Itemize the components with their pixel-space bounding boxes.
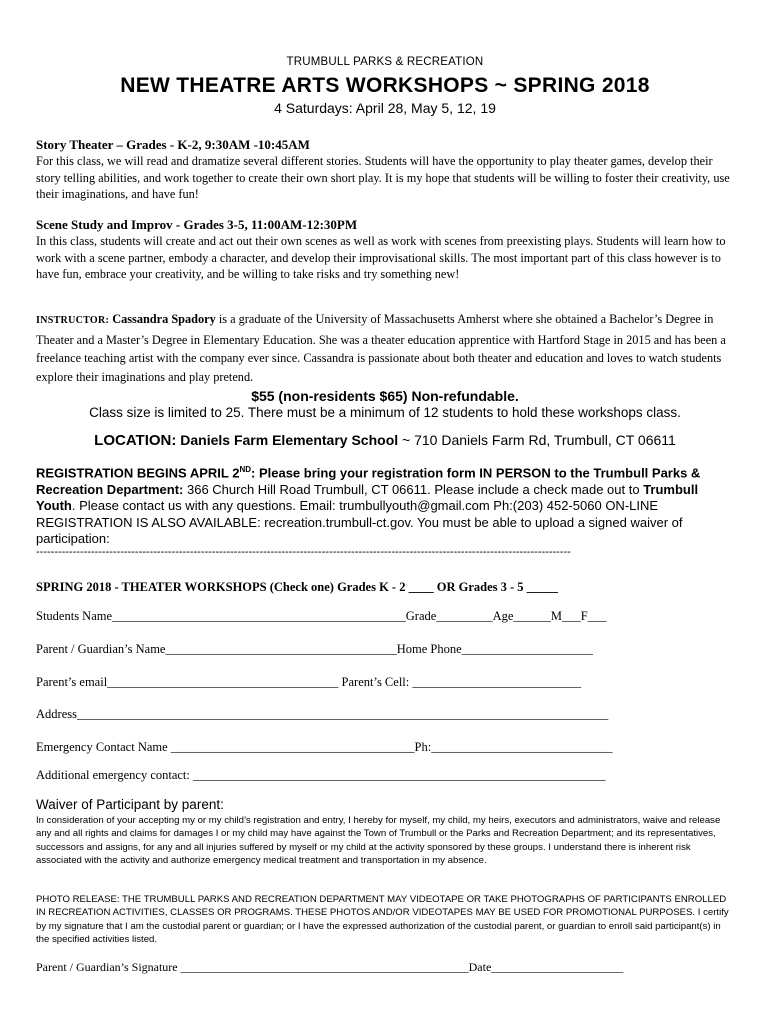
waiver-heading: Waiver of Participant by parent: [36,797,224,812]
registration-begins: REGISTRATION BEGINS APRIL 2 [36,465,240,481]
class-size-note: Class size is limited to 25. There must be a minimum of 12 students to hold these workshops class. [89,405,681,420]
page-title: NEW THEATRE ARTS WORKSHOPS ~ SPRING 2018 [120,74,650,97]
scene-study-description: In this class, students will create and act out their own scenes as well as work with scenes from preexisting plays. Students will learn how to work with a scene partner, embody a character, and develop their improvisational skills. The most important part of this class however is to have fun, embrace your creativity, and be willing to take risks and try something new! [36,234,726,282]
parent-name-field[interactable]: Parent / Guardian’s Name_____________________________________Home Phone_____________________ [36,642,593,656]
instructor-text: is a graduate of the University of Massachusetts Amherst where she obtained a Bachelor’s Degree in Theater and a Master’s Degree in Elementary Education. She was a theater education apprentice with Hartford Stage in 2015 and has been a freelance teaching artist with the company ever since. Cassandra is passionate about both theater and education and loves to watch students explore their imaginations and play pretend. [36,312,726,384]
story-theater-section [36,137,736,203]
waiver-text: In consideration of your accepting my or my child’s registration and entry, I hereby for myself, my child, my heirs, executors and administrators, waive and release any and all rights and claims for damages I or my child may have against the Town of Trumbull or the Parks and Recreation Department; and its representatives, successors and assigns, for any and all injuries suffered by myself or my child at the activity sponsored by these groups. I understand there is inherent risk associated with the activity and authorize emergency medical treatment and transportation in my absence. [36,815,721,866]
location-line [0,432,770,449]
parent-email-field[interactable]: Parent’s email_____________________________________ Parent’s Cell: ___________________________ [36,675,582,689]
registration-info [36,462,736,548]
instructor-name: Cassandra Spadory [112,312,216,326]
photo-release-text: PHOTO RELEASE: THE TRUMBULL PARKS AND RECREATION DEPARTMENT MAY VIDEOTAPE OR TAKE PHOTOGRAPHS OF PARTICIPANTS ENROLLED IN RECREATION ACTIVITIES, CLASSES OR PROGRAMS. THESE PHOTOS AND/OR VIDEOTAPES MAY BE USED FOR PROMOTIONAL PURPOSES. I certify by my signature that I am the custodial parent or guardian; or I have the expressed authorization of the custodial parent, or guardian to enroll said participant(s) in the specified activities listed. [36,894,729,945]
student-name-field[interactable]: Students Name_______________________________________________Grade_________Age______M___F___ [36,609,607,623]
price-line: $55 (non-residents $65) Non-refundable. [251,388,519,404]
instructor-label: INSTRUCTOR: [36,315,110,326]
grade-checkbox-line[interactable]: SPRING 2018 - THEATER WORKSHOPS (Check one) Grades K - 2 ____ OR Grades 3 - 5 _____ [36,580,558,594]
registration-instruction: : Please bring your registration form IN PERSON to the Trumbull Parks & Recreation Department: [36,465,701,497]
registration-sup: ND [239,465,252,474]
scene-study-heading: Scene Study and Improv - Grades 3-5, 11:00AM-12:30PM [36,217,358,232]
organization-name: TRUMBULL PARKS & RECREATION [286,56,484,68]
workshop-dates: 4 Saturdays: April 28, May 5, 12, 19 [274,100,496,116]
address-field[interactable]: Address_____________________________________________________________________________________ [36,707,609,721]
registration-payee: Trumbull Youth [36,481,699,514]
story-theater-description: For this class, we will read and dramatize several different stories. Students will have the opportunity to play theater games, develop their story telling abilities, and work together to create their own short play. It is my hope that students will be willing to foster their creativity, use their imaginations, and have fun! [36,154,730,202]
registration-address: 366 Church Hill Road Trumbull, CT 06611. Please include a check made out to [183,481,644,497]
registration-contact: . Please contact us with any questions. Email: trumbullyouth@gmail.com Ph:(203) 452-5060 ON-LINE REGISTRATION IS ALSO AVAILABLE: recreation.trumbull-ct.gov. You must be able to upload a signed waiver of participation: [36,498,683,547]
location-label: LOCATION: [94,432,177,449]
location-address: ~ 710 Daniels Farm Rd, Trumbull, CT 06611 [398,432,676,448]
scene-study-section [36,217,736,283]
signature-field[interactable]: Parent / Guardian’s Signature ________________________________________________Date______________________ [36,960,624,974]
location-place: Daniels Farm Elementary School [180,432,399,448]
emergency-contact-field[interactable]: Emergency Contact Name _______________________________________Ph:_____________________________ [36,740,613,754]
instructor-bio [36,310,736,386]
additional-contact-field[interactable]: Additional emergency contact: __________________________________________________________________ [36,768,606,782]
story-theater-heading: Story Theater – Grades - K-2, 9:30AM -10:45AM [36,137,310,152]
cut-line-divider: -------------------------------------------------------------------------------------------------------------------------------------------------- [36,546,571,558]
